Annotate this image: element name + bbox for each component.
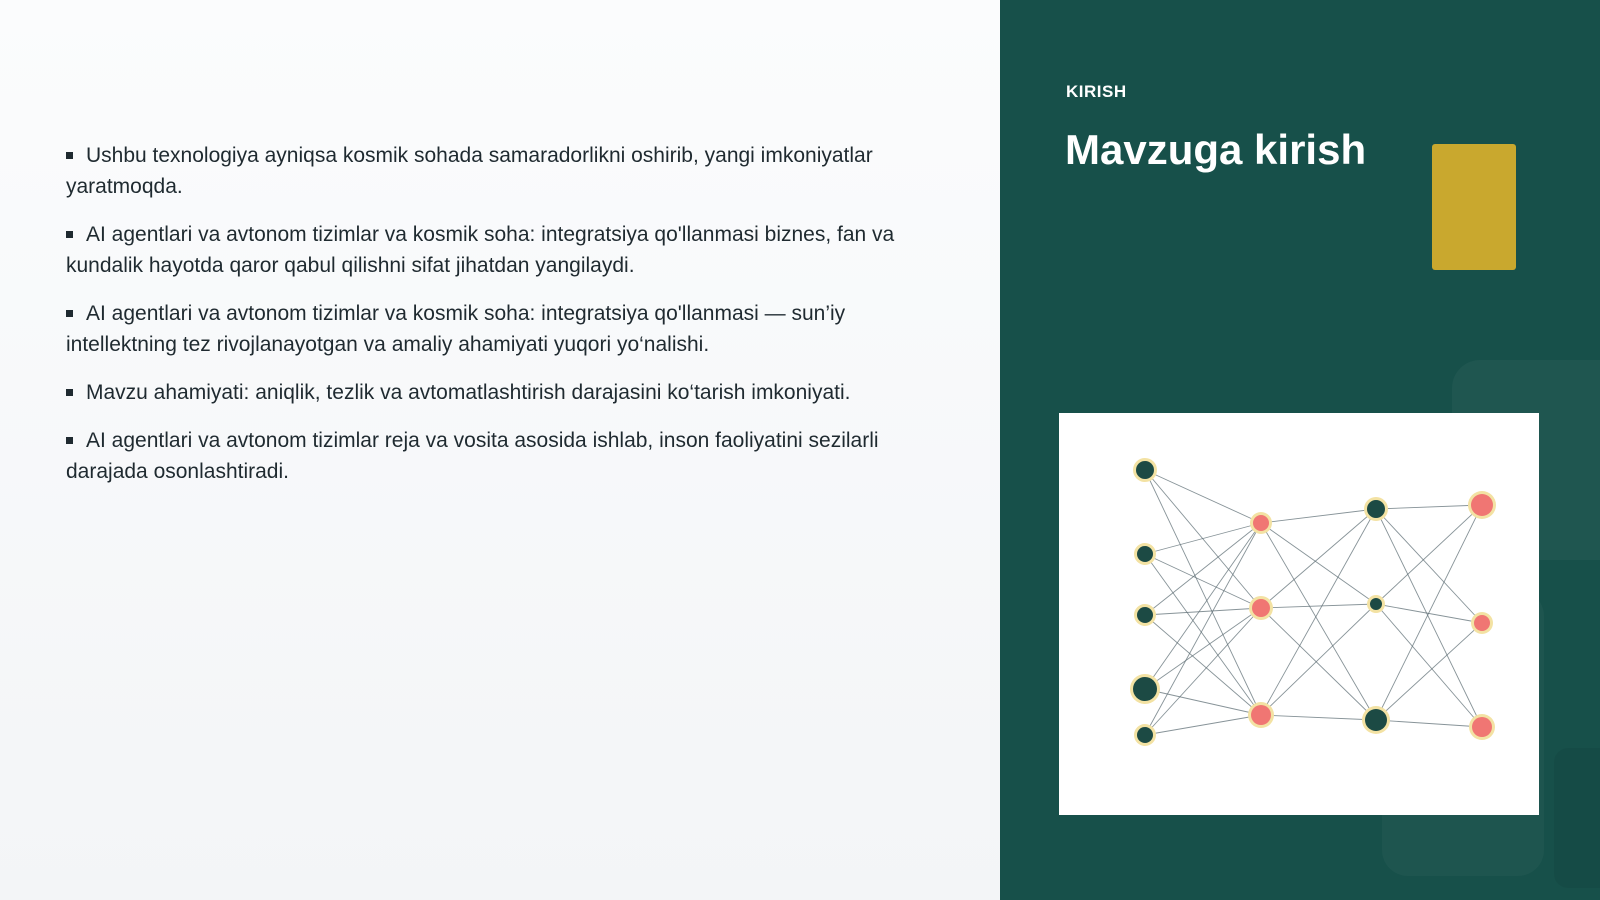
network-connections (1145, 470, 1482, 735)
network-edge (1145, 470, 1261, 715)
network-node (1252, 599, 1270, 617)
network-edge (1376, 505, 1482, 720)
bullet-text: AI agentlari va avtonom tizimlar reja va vosita asosida ishlab, inson faoliyatini sezilarli darajada osonlashtiradi. (66, 429, 879, 483)
network-edge (1145, 608, 1261, 615)
bullet-item (66, 219, 946, 281)
bullet-item (66, 425, 946, 487)
network-edge (1261, 509, 1376, 523)
bullet-marker (66, 437, 73, 444)
network-edge (1376, 509, 1482, 727)
network-edge (1145, 554, 1261, 608)
network-edge (1261, 523, 1376, 604)
network-edge (1145, 523, 1261, 554)
network-edge (1145, 470, 1261, 523)
illustration-card (1059, 413, 1539, 815)
network-node (1137, 607, 1153, 623)
section-label: KIRISH (1066, 82, 1127, 101)
network-edge (1376, 623, 1482, 720)
network-edge (1376, 505, 1482, 509)
bullet-item (66, 298, 946, 360)
network-node (1471, 494, 1493, 516)
accent-block (1432, 144, 1516, 270)
network-edge (1145, 554, 1261, 715)
network-node (1133, 677, 1157, 701)
bullet-text: Ushbu texnologiya ayniqsa kosmik sohada samaradorlikni oshirib, yangi imkoniyatlar yaratmoqda. (66, 144, 873, 198)
network-edge (1145, 608, 1261, 735)
network-edge (1145, 608, 1261, 689)
network-node (1370, 598, 1382, 610)
network-edge (1145, 523, 1261, 689)
network-edge (1261, 608, 1376, 720)
bullet-list (66, 140, 946, 504)
network-edge (1145, 523, 1261, 615)
bullet-marker (66, 152, 73, 159)
neural-network-icon (1059, 413, 1539, 815)
network-node (1137, 546, 1153, 562)
network-node (1367, 500, 1385, 518)
decorative-shape (1554, 748, 1600, 888)
network-edge (1261, 604, 1376, 608)
network-node (1137, 727, 1153, 743)
network-edge (1145, 689, 1261, 715)
network-edge (1145, 615, 1261, 715)
network-edge (1376, 604, 1482, 727)
network-nodes (1130, 458, 1496, 746)
bullet-marker (66, 310, 73, 317)
network-node (1474, 615, 1490, 631)
bullet-marker (66, 231, 73, 238)
network-node (1251, 705, 1271, 725)
network-node (1472, 717, 1492, 737)
bullet-text: Mavzu ahamiyati: aniqlik, tezlik va avtomatlashtirish darajasini ko‘tarish imkoniyati. (86, 381, 851, 404)
network-node (1253, 515, 1269, 531)
network-edge (1261, 509, 1376, 715)
bullet-marker (66, 389, 73, 396)
network-edge (1145, 470, 1261, 608)
network-edge (1376, 505, 1482, 604)
network-edge (1376, 720, 1482, 727)
network-edge (1261, 509, 1376, 608)
bullet-item (66, 377, 946, 408)
network-edge (1376, 509, 1482, 623)
slide-title: Mavzuga kirish (1065, 126, 1367, 173)
network-node (1136, 461, 1154, 479)
bullet-item (66, 140, 946, 202)
network-edge (1145, 523, 1261, 735)
network-edge (1261, 715, 1376, 720)
network-edge (1261, 523, 1376, 720)
bullet-text: AI agentlari va avtonom tizimlar va kosmik soha: integratsiya qo'llanmasi — sun’iy intellektning tez rivojlanayotgan va amaliy ahamiyati yuqori yo‘nalishi. (66, 302, 846, 356)
bullet-text: AI agentlari va avtonom tizimlar va kosmik soha: integratsiya qo'llanmasi biznes, fan va kundalik hayotda qaror qabul qilishni sifat jihatdan yangilaydi. (66, 223, 895, 277)
network-node (1365, 709, 1387, 731)
network-edge (1145, 715, 1261, 735)
